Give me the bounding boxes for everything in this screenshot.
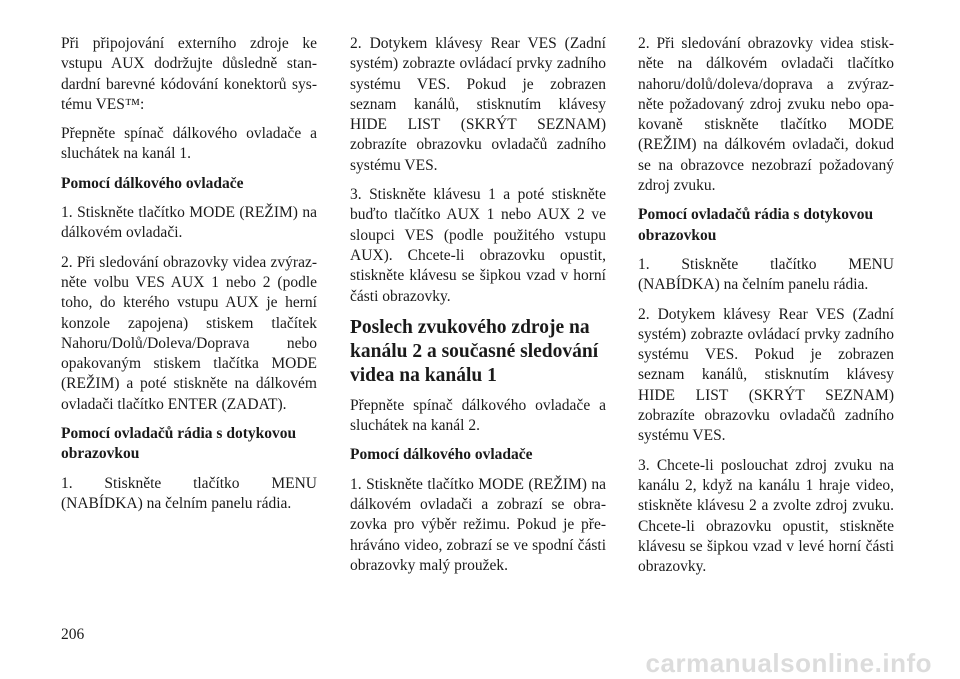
step-paragraph: 1. Stiskněte tlačítko MODE (REŽIM) na dálkovém ovladači a zobrazí se obrazovka pro výběr režimu. Pokud je přehráváno video, zobrazí se ve spodní části obrazovky malý proužek.	[350, 475, 606, 574]
page-number: 206	[61, 626, 85, 643]
subheading: Pomocí dálkového ovladače	[350, 446, 533, 464]
step-paragraph: 2. Dotykem klávesy Rear VES (Zadní systém) zobrazte ovládací prvky zadního systému VES. Pokud je zobrazen seznam kanálů, stisknutím klávesy HIDE LIST (SKRÝT SEZNAM) zobrazíte obrazovku ovladačů zadního systému VES.	[350, 35, 606, 174]
step-paragraph: 1. Stiskněte tlačítko MODE (REŽIM) na dálkovém ovladači.	[61, 204, 317, 242]
section-heading: Poslech zvukového zdroje na kanálu 2 a současné sledování videa na kanálu 1	[350, 316, 599, 386]
step-paragraph: 1. Stiskněte tlačítko MENU (NABÍDKA) na čelním panelu rádia.	[61, 474, 317, 512]
step-paragraph: 2. Při sledování obrazovky videa zvýrazněte volbu VES AUX 1 nebo 2 (podle toho, do kterého vstupu AUX je herní konzole zapojena) stiskem tlačítek Nahoru/Dolů/Doleva/Doprava nebo opakovaným stiskem tlačítka MODE (REŽIM) a poté stiskněte na dálkovém ovladači tlačítko ENTER (ZADAT).	[61, 253, 317, 413]
subheading: Pomocí ovladačů rádia s dotykovou obrazovkou	[61, 425, 297, 463]
column-middle	[350, 34, 606, 585]
step-paragraph: 2. Při sledování obrazovky videa stiskněte na dálkovém ovladači tlačítko nahoru/dolů/doleva/doprava a zvýrazněte požadovaný zdroj zvuku nebo opakovaně stiskněte tlačítko MODE (REŽIM) na dálkovém ovladači, dokud se na obrazovce nezobrazí požadovaný zdroj zvuku.	[638, 35, 894, 195]
step-paragraph: 3. Stiskněte klávesu 1 a poté stiskněte buďto tlačítko AUX 1 nebo AUX 2 ve sloupci VES (podle použitého vstupu AUX). Chcete-li obrazovku opustit, stiskněte klávesu se šipkou vzad v horní části obrazovky.	[350, 186, 606, 305]
paragraph: Přepněte spínač dálkového ovladače a sluchátek na kanál 1.	[61, 125, 317, 163]
subheading: Pomocí dálkového ovladače	[61, 174, 244, 192]
column-right	[638, 34, 894, 586]
paragraph: Přepněte spínač dálkového ovladače a sluchátek na kanál 2.	[350, 396, 606, 435]
column-left	[61, 34, 317, 523]
watermark: carmanualsonline.info	[645, 648, 932, 678]
step-paragraph: 3. Chcete-li poslouchat zdroj zvuku na kanálu 2, když na kanálu 1 hraje video, stiskněte klávesu 2 a zvolte zdroj zvuku. Chcete-li obrazovku opustit, stiskněte klávesu se šipkou vzad v levé horní části obrazovky.	[638, 456, 894, 576]
step-paragraph: 1. Stiskněte tlačítko MENU (NABÍDKA) na čelním panelu rádia.	[638, 255, 894, 294]
step-paragraph: 2. Dotykem klávesy Rear VES (Zadní systém) zobrazte ovládací prvky zadního systému VES. Pokud je zobrazen seznam kanálů, stisknutím klávesy HIDE LIST (SKRÝT SEZNAM) zobrazíte obrazovku ovladačů zadního systému VES.	[638, 305, 894, 445]
subheading: Pomocí ovladačů rádia s dotykovou obrazovkou	[638, 206, 874, 244]
intro-paragraph: Při připojování externího zdroje ke vstupu AUX dodržujte důsledně standardní barevné kódování konektorů systému VES™:	[61, 35, 317, 113]
